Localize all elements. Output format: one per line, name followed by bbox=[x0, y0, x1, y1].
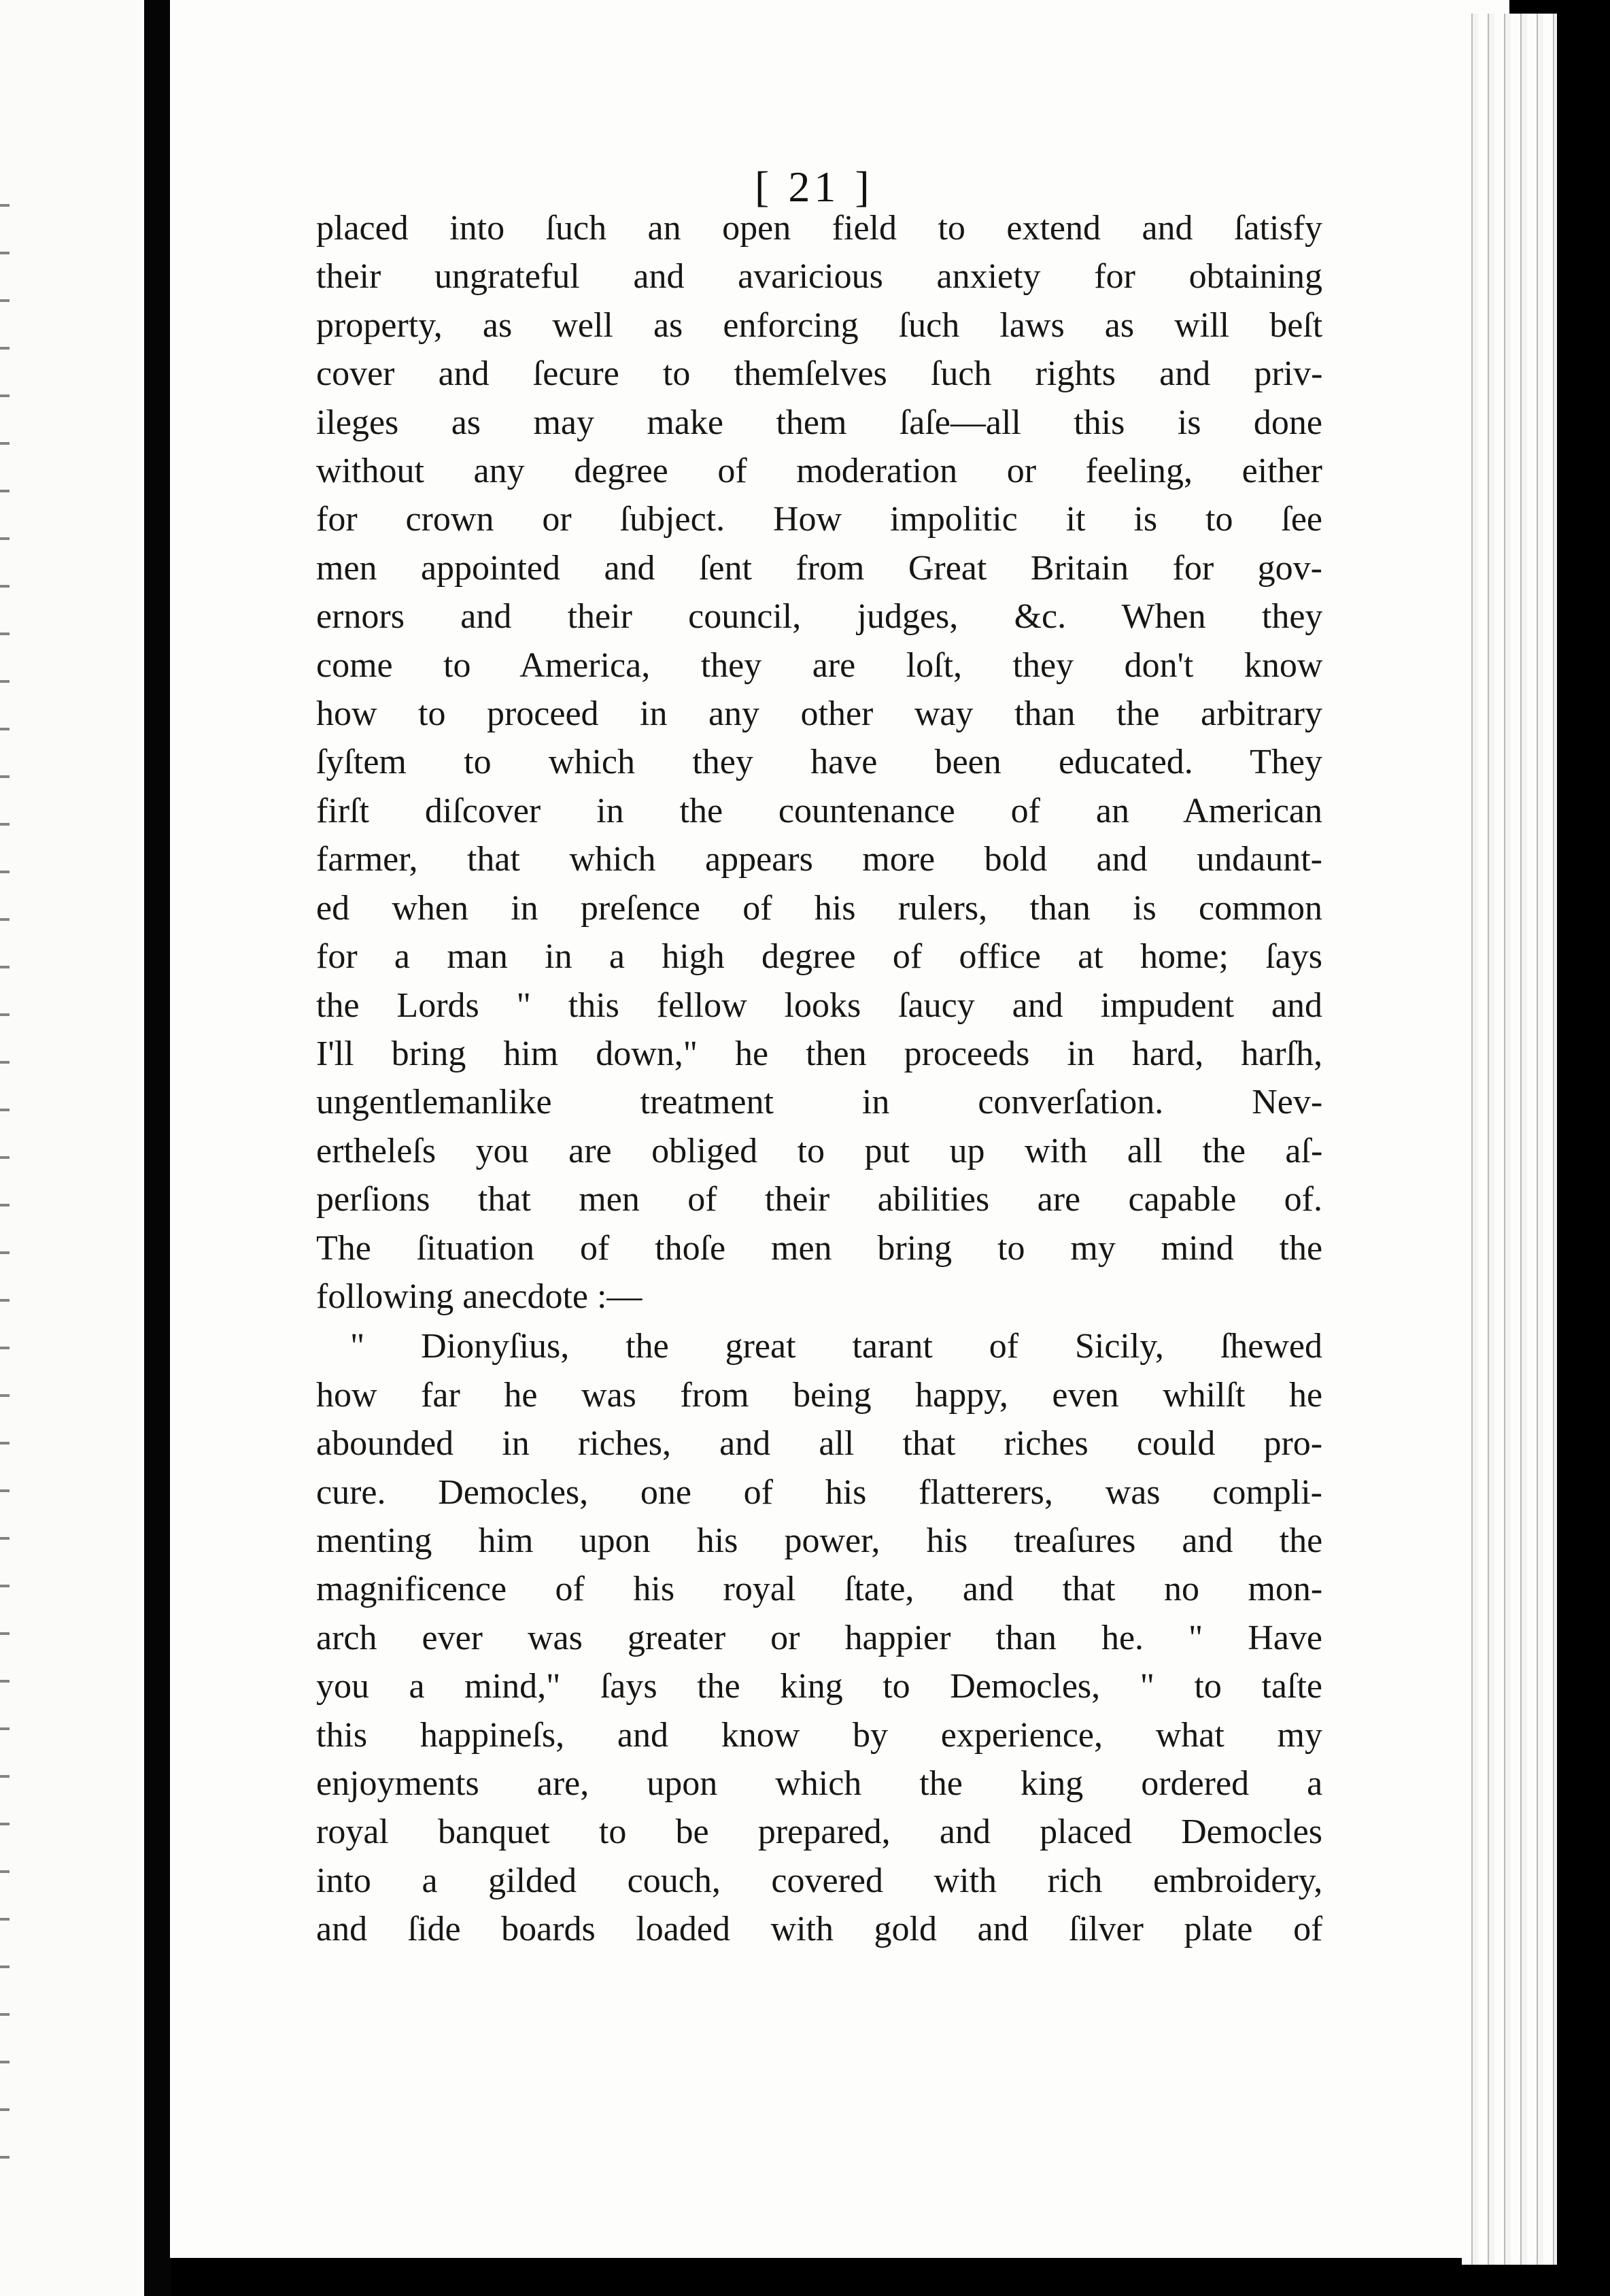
text-line: ileges as may make them ſaſe—all this is done bbox=[316, 403, 1322, 442]
text-line: following anecdote :— bbox=[316, 1277, 643, 1316]
facing-page-edge bbox=[0, 0, 144, 2296]
text-line: come to America, they are loſt, they don't know bbox=[316, 645, 1322, 685]
text-line: ſyſtem to which they have been educated. They bbox=[316, 743, 1322, 782]
book-gutter bbox=[144, 0, 171, 2296]
text-line: ertheleſs you are obliged to put up with all the aſ- bbox=[316, 1131, 1322, 1170]
text-line: firſt diſcover in the countenance of an American bbox=[316, 791, 1322, 830]
text-line: farmer, that which appears more bold and undaunt- bbox=[316, 840, 1322, 879]
text-line: ungentlemanlike treatment in converſation. Nev- bbox=[316, 1083, 1322, 1122]
text-line: " Dionyſius, the great tarant of Sicily, ſhewed bbox=[350, 1327, 1322, 1366]
text-line: without any degree of moderation or feeling, either bbox=[316, 452, 1322, 491]
text-line: you a mind," ſays the king to Democles, " to taſte bbox=[316, 1667, 1322, 1706]
text-line: men appointed and ſent from Great Britain for gov- bbox=[316, 548, 1322, 588]
text-line: placed into ſuch an open field to extend and ſatisfy bbox=[316, 209, 1322, 248]
text-line: cover and ſecure to themſelves ſuch rights and priv- bbox=[316, 354, 1322, 394]
paragraph-1 bbox=[316, 204, 1322, 1321]
text-line: abounded in riches, and all that riches could pro- bbox=[316, 1424, 1322, 1464]
text-line: and ſide boards loaded with gold and ſilver plate of bbox=[316, 1910, 1322, 1949]
page-body-text bbox=[316, 204, 1322, 1954]
text-line-italic-quote: the Lords " this fellow looks ſaucy and impudent and bbox=[316, 985, 1322, 1025]
text-line: how far he was from being happy, even whilſt he bbox=[316, 1375, 1322, 1415]
text-line: arch ever was greater or happier than he. " Have bbox=[316, 1618, 1322, 1657]
text-line: for crown or ſubject. How impolitic it is to ſee bbox=[316, 500, 1322, 539]
text-line: cure. Democles, one of his flatterers, was compli- bbox=[316, 1472, 1322, 1512]
facing-page-text-fragment bbox=[0, 204, 10, 2176]
text-line: magnificence of his royal ſtate, and that no mon- bbox=[316, 1570, 1322, 1609]
page-edges bbox=[1462, 14, 1557, 2265]
text-line: royal banquet to be prepared, and placed Democles bbox=[316, 1812, 1322, 1852]
text-line: menting him upon his power, his treaſures and the bbox=[316, 1521, 1322, 1560]
text-line: how to proceed in any other way than the arbitrary bbox=[316, 694, 1322, 734]
text-line: their ungrateful and avaricious anxiety for obtaining bbox=[316, 257, 1322, 297]
text-line: ed when in preſence of his rulers, than is common bbox=[316, 888, 1322, 928]
text-line-italic-quote: I'll bring him down," he then proceeds in hard, harſh, bbox=[316, 1034, 1322, 1073]
page-number: [ 21 ] bbox=[755, 163, 874, 211]
text-line: The ſituation of thoſe men bring to my mind the bbox=[316, 1228, 1322, 1268]
text-line: this happineſs, and know by experience, what my bbox=[316, 1715, 1322, 1755]
text-line: property, as well as enforcing ſuch laws as will beſt bbox=[316, 305, 1322, 345]
paragraph-2 bbox=[316, 1322, 1322, 1953]
text-line: perſions that men of their abilities are capable of. bbox=[316, 1180, 1322, 1219]
text-line: into a gilded couch, covered with rich embroidery, bbox=[316, 1861, 1322, 1900]
text-line: for a man in a high degree of office at home; ſays bbox=[316, 937, 1322, 977]
text-line: ernors and their council, judges, &c. When they bbox=[316, 597, 1322, 637]
text-line: enjoyments are, upon which the king ordered a bbox=[316, 1764, 1322, 1803]
